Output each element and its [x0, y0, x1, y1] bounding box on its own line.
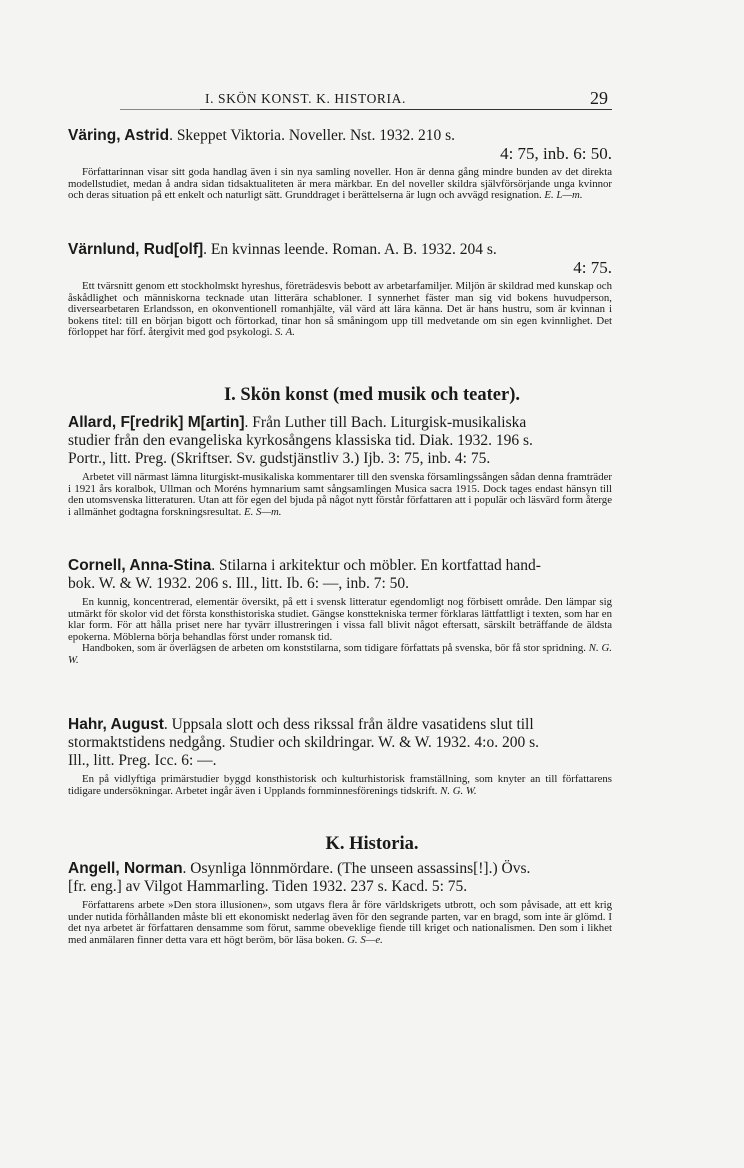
entry-author: Väring, Astrid	[68, 127, 170, 144]
entry-hahr	[68, 716, 612, 797]
page-number: 29	[590, 88, 608, 108]
entry-author: Angell, Norman	[68, 860, 183, 877]
entry-citation-line: bok. W. & W. 1932. 206 s. Ill., litt. Ib. 6: —, inb. 7: 50.	[68, 575, 410, 592]
reviewer-signature: E. L—m.	[544, 189, 583, 202]
entry-citation: . Osynliga lönnmördare. (The unseen assassins[!].) Övs.	[182, 860, 531, 877]
entry-citation: . Stilarna i arkitektur och möbler. En kortfattad hand-	[211, 557, 541, 574]
entry-citation-line: [fr. eng.] av Vilgot Hammarling. Tiden 1932. 237 s. Kacd. 5: 75.	[68, 878, 468, 895]
entry-citation-line: stormaktstidens nedgång. Studier och skildringar. W. & W. 1932. 4:o. 200 s.	[68, 734, 540, 751]
section-heading-skon-konst: I. Skön konst (med musik och teater).	[223, 385, 521, 405]
entry-price: 4: 75.	[573, 258, 612, 277]
reviewer-signature: E. S—m.	[244, 505, 282, 518]
entry-cornell	[68, 557, 612, 667]
reviewer-signature: G. S—e.	[347, 933, 383, 946]
entry-author: Värnlund, Rud[olf]	[68, 241, 204, 258]
reviewer-signature: N. G. W.	[440, 784, 477, 797]
entry-citation: . Skeppet Viktoria. Noveller. Nst. 1932. 210 s.	[169, 127, 456, 144]
entry-review: Ett tvärsnitt genom ett stockholmskt hyreshus, företrädesvis bebott av arbetarfamiljer. Miljön är skildrad med kunskap och åskådlighet och människorna tecknade utan litterära schabloner. I synnerhet fäster man sig vid bokens huvudperson, diversearbetaren Erlandsson, en okonventionell romanhjälte, väl värd att lära känna. Det är hans hustru, som är kvinnan i bokens titel: till en början bigott och förtorkad, tinar hon så småningom upp till medvetande om sin egen kvinnlighet. Det förloppet har förf. återgivit med god psykologi. S. A.	[68, 280, 612, 339]
entry-review: Författarens arbete »Den stora illusionen», som utgavs flera år före världskrigets utbrott, och som påvisade, att ett krig under nutida förhållanden måste bli ett ekonomiskt nederlag även för den segrande parten, var en bragd, som inte är glömd. I det nya arbetet är författaren densamme som förut, samme obeveklige fiende till kriget och nationalismen. Den som i likhet med anmälaren finner detta vara ett högt beröm, bör läsa boken. G. S—e.	[68, 899, 612, 946]
entry-review: En kunnig, koncentrerad, elementär översikt, på ett i svensk litteratur egendomligt nog förbisett område. Den lämpar sig utmärkt för skolor vid det första konsthistoriska studiet. Gängse konsttekniska termer förklaras lättfattligt i texten, som har en klar form. För att hålla priset nere har tyvärr illustreringen i vissa fall blivit något eftersatt, särskilt beträffande de äldsta epokerna. Möblerna börja behandlas först under romansk tid. Handboken, som är överlägsen de arbeten om konststilarna, som tidigare författats på svenska, bör få stor spridning. N. G. W.	[68, 596, 612, 666]
running-title: I. SKÖN KONST. K. HISTORIA.	[205, 91, 406, 106]
entry-citation-line: Portr., litt. Preg. (Skriftser. Sv. gudstjänstliv 3.) Ijb. 3: 75, inb. 4: 75.	[68, 450, 491, 467]
entry-varnlund	[68, 241, 612, 339]
reviewer-signature: N. G. W.	[68, 642, 612, 666]
entry-author: Cornell, Anna-Stina	[68, 557, 212, 574]
entry-price: 4: 75, inb. 6: 50.	[500, 144, 612, 163]
entry-author: Allard, F[redrik] M[artin]	[68, 414, 245, 431]
entry-citation: . En kvinnas leende. Roman. A. B. 1932. 204 s.	[203, 241, 497, 258]
entry-review: Arbetet vill närmast lämna liturgiskt-musikaliska kommentarer till den svenska församlingssången sådan denna framträder i 1921 års koralbok, Ullman och Moréns hymnarium samt sångsamlingen Musica sacra 1915. Dock tages endast hänsyn till den utomsvenska litteraturen. Utan att för egen del bjuda på något nytt förstår författaren att i populär och läsvärd form återge i allmänhet godtagna forskningsresultat. E. S—m.	[68, 471, 612, 518]
header-rule	[200, 109, 612, 110]
entry-citation: . Uppsala slott och dess rikssal från äldre vasatidens slut till	[163, 716, 534, 733]
entry-allard	[68, 414, 612, 518]
section-heading-historia: K. Historia.	[325, 834, 419, 854]
entry-author: Hahr, August	[68, 716, 164, 733]
entry-varing	[68, 127, 612, 202]
entry-angell	[68, 860, 612, 946]
entry-citation-line: Ill., litt. Preg. Icc. 6: —.	[68, 752, 217, 769]
entry-review: En på vidlyftiga primärstudier byggd konsthistorisk och kulturhistorisk framställning, som knyter an till författarens tidigare undersökningar. Arbetet ingår även i Upplands fornminnesförenings tidskrift. N. G. W.	[68, 773, 612, 797]
entry-citation-line: studier från den evangeliska kyrkosångens klassiska tid. Diak. 1932. 196 s.	[68, 432, 533, 449]
entry-citation: . Från Luther till Bach. Liturgisk-musikaliska	[244, 414, 527, 431]
header-rule-left	[120, 109, 200, 110]
entry-review: Författarinnan visar sitt goda handlag även i sin nya samling noveller. Hon är denna gång mindre bunden av det direkta modellstudiet, medan å andra sidan tidsaktualiteten är mera märkbar. En del noveller skildra självförsörjande unga kvinnor och deras situation på ett enkelt och naturligt sätt. Grunddraget i berättelserna är lugn och avvägd resignation. E. L—m.	[68, 166, 612, 202]
reviewer-signature: S. A.	[275, 326, 295, 339]
